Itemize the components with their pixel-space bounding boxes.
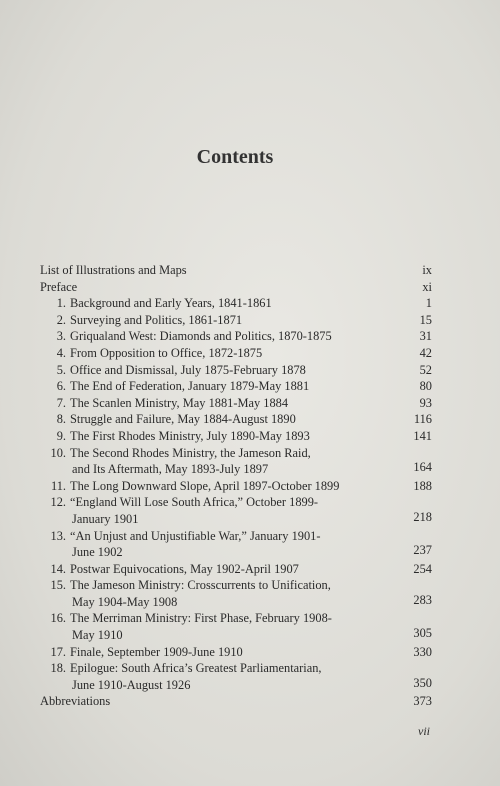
toc-entry-page: 188 [413, 478, 432, 493]
toc-chapter-entry [40, 428, 432, 445]
toc-entry-page: xi [422, 279, 432, 294]
toc-chapter-entry [40, 362, 432, 379]
toc-entry-label [40, 478, 432, 495]
toc-entry-label [40, 345, 432, 362]
toc-entry-page: 373 [413, 694, 432, 709]
toc-chapter-entry [40, 378, 432, 395]
toc-entry-page: 330 [413, 644, 432, 659]
toc-chapter-entry [40, 478, 432, 495]
toc-entry-illustrations [40, 262, 432, 279]
chapter-title-line: Postwar Equivocations, May 1902-April 1907 [70, 561, 299, 576]
chapter-number: 4. [56, 345, 66, 360]
chapter-number: 13. [50, 528, 66, 543]
chapter-title-line: Surveying and Politics, 1861-1871 [70, 312, 243, 327]
chapter-title-line: Finale, September 1909-June 1910 [70, 644, 243, 659]
chapter-title-line: The Scanlen Ministry, May 1881-May 1884 [70, 395, 289, 410]
toc-entry-label [40, 445, 432, 478]
toc-entry-label [40, 362, 432, 379]
chapter-title-line: The Merriman Ministry: First Phase, February 1908- [70, 611, 332, 626]
chapter-title-line: The Long Downward Slope, April 1897-October 1899 [70, 478, 340, 493]
toc-chapter-entry [40, 644, 432, 661]
toc-entry-page: 237 [413, 543, 432, 558]
chapter-number: 1. [56, 296, 66, 311]
toc-entry-page: 116 [413, 412, 432, 427]
chapter-title-line: The First Rhodes Ministry, July 1890-May 1893 [70, 428, 310, 443]
chapter-number: 11. [50, 478, 66, 493]
chapter-number: 16. [50, 611, 66, 626]
toc-entry-label [40, 528, 432, 561]
toc-entry-label [40, 328, 432, 345]
chapter-title-continuation: January 1901 [72, 511, 139, 526]
toc-entry-page: 350 [413, 675, 432, 690]
toc-entry-page: 218 [413, 509, 432, 524]
table-of-contents [40, 262, 432, 710]
toc-chapter-entry [40, 328, 432, 345]
toc-entry-page: 52 [419, 362, 432, 377]
toc-chapter-entry [40, 395, 432, 412]
chapter-number: 8. [56, 412, 66, 427]
toc-chapter-entry [40, 577, 432, 610]
toc-entry-page: 31 [419, 329, 432, 344]
chapter-title-line: The Second Rhodes Ministry, the Jameson Raid, [70, 445, 311, 460]
toc-entry-page: 42 [419, 345, 432, 360]
toc-chapter-entry [40, 528, 432, 561]
toc-chapter-entry [40, 494, 432, 527]
chapter-title-continuation: May 1904-May 1908 [72, 594, 178, 609]
toc-chapter-entry [40, 445, 432, 478]
toc-entry-page: 15 [419, 312, 432, 327]
chapter-number: 9. [56, 428, 66, 443]
toc-entry-page: 305 [413, 626, 432, 641]
toc-chapter-entry [40, 312, 432, 329]
chapter-title-line: The Jameson Ministry: Crosscurrents to Unification, [70, 578, 331, 593]
chapter-number: 6. [56, 379, 66, 394]
toc-entry-abbreviations [40, 693, 432, 710]
chapter-number: 15. [50, 578, 66, 593]
toc-chapter-entry [40, 345, 432, 362]
toc-entry-label: Abbreviations [40, 694, 111, 709]
chapter-title-line: Epilogue: South Africa’s Greatest Parliamentarian, [70, 661, 322, 676]
toc-entry-label: Preface [40, 279, 78, 294]
chapter-title-line: Struggle and Failure, May 1884-August 1890 [70, 412, 296, 427]
chapter-title-line: The End of Federation, January 1879-May 1881 [70, 379, 310, 394]
toc-entry-label: List of Illustrations and Maps [40, 263, 187, 277]
chapter-title-line: Background and Early Years, 1841-1861 [70, 296, 272, 311]
chapter-title-continuation: June 1902 [72, 545, 123, 560]
chapter-number: 14. [50, 561, 66, 576]
toc-entry-page: 80 [419, 379, 432, 394]
toc-entry-page: 254 [413, 561, 432, 576]
chapter-number: 2. [56, 312, 66, 327]
toc-entry-page: 283 [413, 592, 432, 607]
chapter-list [40, 295, 432, 693]
toc-chapter-entry [40, 295, 432, 312]
chapter-number: 17. [50, 644, 66, 659]
toc-entry-page: ix [422, 263, 432, 277]
toc-entry-label [40, 411, 432, 428]
chapter-title-continuation: June 1910-August 1926 [72, 677, 191, 692]
chapter-number: 7. [56, 395, 66, 410]
toc-entry-preface [40, 279, 432, 296]
chapter-number: 3. [56, 329, 66, 344]
toc-chapter-entry [40, 660, 432, 693]
chapter-title-continuation: May 1910 [72, 628, 123, 643]
chapter-number: 5. [56, 362, 66, 377]
toc-chapter-entry [40, 411, 432, 428]
toc-entry-page: 141 [413, 428, 432, 443]
chapter-title-line: From Opposition to Office, 1872-1875 [70, 345, 263, 360]
toc-chapter-entry [40, 610, 432, 643]
toc-entry-label [40, 395, 432, 412]
page-number: vii [418, 724, 430, 738]
toc-entry-label [40, 660, 432, 693]
toc-entry-page: 1 [425, 296, 432, 311]
toc-entry-label [40, 312, 432, 329]
toc-chapter-entry [40, 561, 432, 578]
chapter-title-line: Griqualand West: Diamonds and Politics, 1870-1875 [70, 329, 332, 344]
chapter-number: 18. [50, 661, 66, 676]
chapter-number: 12. [50, 495, 66, 510]
page-title: Contents [196, 146, 274, 168]
toc-entry-page: 164 [413, 460, 432, 475]
toc-entry-label [40, 644, 432, 661]
toc-entry-label [40, 610, 432, 643]
chapter-title-line: “England Will Lose South Africa,” October 1899- [70, 495, 319, 510]
toc-entry-label [40, 378, 432, 395]
chapter-number: 10. [50, 445, 66, 460]
toc-entry-label [40, 577, 432, 610]
chapter-title-line: Office and Dismissal, July 1875-February 1878 [70, 362, 306, 377]
toc-entry-label [40, 428, 432, 445]
toc-entry-label [40, 494, 432, 527]
toc-entry-label [40, 295, 432, 312]
toc-entry-label [40, 561, 432, 578]
chapter-title-line: “An Unjust and Unjustifiable War,” January 1901- [70, 528, 321, 543]
chapter-title-continuation: and Its Aftermath, May 1893-July 1897 [72, 462, 269, 477]
toc-entry-page: 93 [419, 395, 432, 410]
